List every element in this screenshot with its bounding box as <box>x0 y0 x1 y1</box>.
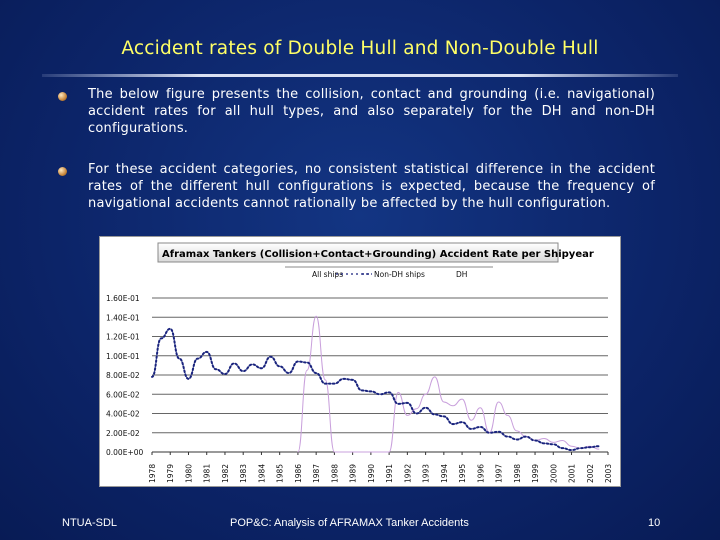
series-line-non-dh-ships <box>152 329 599 450</box>
x-tick-label: 1989 <box>348 463 358 483</box>
legend-label: Non-DH ships <box>374 270 425 279</box>
x-tick-label: 1993 <box>421 463 431 483</box>
x-tick-label: 1990 <box>366 463 376 483</box>
legend-label: DH <box>456 270 468 279</box>
bullet-text-2: For these accident categories, no consistent statistical difference in the accident rates of the different hull configurations is expected, because the frequency of navigational accidents cannot rationally be affected by the hull configuration. <box>88 162 655 211</box>
accident-rate-chart <box>100 237 620 486</box>
x-tick-label: 1988 <box>330 463 340 483</box>
y-tick-label: 6.00E-02 <box>106 390 140 400</box>
slide-title: Accident rates of Double Hull and Non-Double Hull <box>121 38 599 59</box>
y-tick-label: 1.40E-01 <box>106 313 140 323</box>
x-tick-label: 2000 <box>549 463 559 483</box>
y-tick-label: 8.00E-02 <box>106 371 140 380</box>
bullet-icon <box>58 167 67 176</box>
x-tick-label: 1979 <box>166 463 176 483</box>
x-tick-label: 1997 <box>494 463 504 483</box>
x-tick-label: 1980 <box>184 463 194 483</box>
y-tick-label: 1.00E-01 <box>106 351 140 361</box>
title-divider <box>42 74 678 77</box>
x-tick-label: 1984 <box>257 463 267 483</box>
bullet-icon <box>58 92 67 101</box>
y-tick-label: 4.00E-02 <box>106 409 140 419</box>
footer-org: NTUA-SDL <box>62 517 118 529</box>
footer-title: POP&C: Analysis of AFRAMAX Tanker Accidents <box>230 517 469 529</box>
x-tick-label: 1998 <box>512 463 522 483</box>
chart-figure <box>99 236 621 487</box>
chart-legend <box>285 267 493 279</box>
bullet-text-1: The below figure presents the collision, contact and grounding (i.e. navigational) accident rates for all hull types, and also separately for the DH and non-DH configurations. <box>88 87 655 136</box>
x-tick-label: 1978 <box>148 463 157 483</box>
y-axis-ticks <box>106 294 143 457</box>
page-number: 10 <box>648 517 661 529</box>
x-axis-ticks <box>148 452 613 483</box>
x-tick-label: 1999 <box>531 463 541 483</box>
x-tick-label: 1992 <box>403 463 413 483</box>
x-tick-label: 1994 <box>439 463 449 483</box>
chart-grid <box>152 298 608 452</box>
x-tick-label: 2001 <box>567 463 577 483</box>
x-tick-label: 1981 <box>202 463 212 483</box>
series-line-all-ships <box>152 329 599 450</box>
x-tick-label: 1983 <box>239 463 249 483</box>
y-tick-label: 0.00E+00 <box>106 448 144 457</box>
x-tick-label: 1996 <box>476 463 486 483</box>
x-tick-label: 1995 <box>458 463 468 483</box>
x-tick-label: 1985 <box>275 463 285 483</box>
chart-title: Aframax Tankers (Collision+Contact+Grounding) Accident Rate per Shipyear <box>162 249 594 260</box>
x-tick-label: 2002 <box>585 463 595 483</box>
y-tick-label: 2.00E-02 <box>106 428 140 438</box>
x-tick-label: 1987 <box>312 463 322 483</box>
legend-label: All ships <box>312 270 344 279</box>
x-tick-label: 1986 <box>293 463 303 483</box>
y-tick-label: 1.60E-01 <box>106 294 140 303</box>
y-tick-label: 1.20E-01 <box>106 332 140 342</box>
x-tick-label: 1991 <box>385 463 395 483</box>
x-tick-label: 2003 <box>604 463 613 483</box>
x-tick-label: 1982 <box>220 463 230 483</box>
